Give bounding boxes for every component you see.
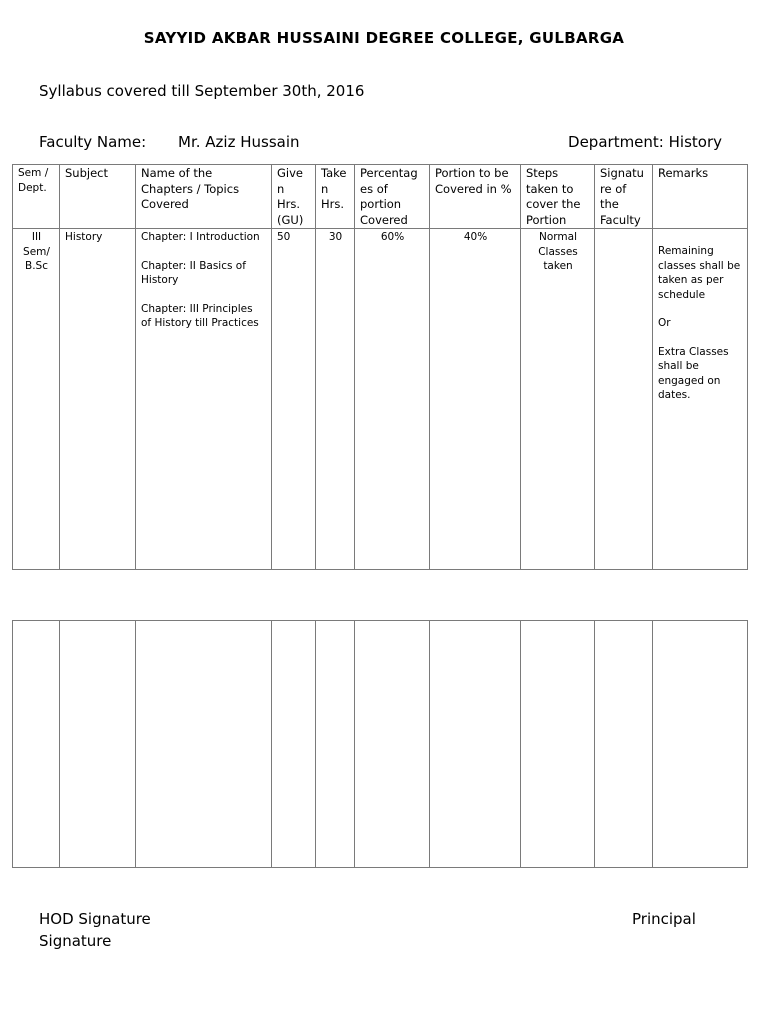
syllabus-table xyxy=(12,164,748,570)
blank-cell xyxy=(60,621,136,868)
cell-subject: History xyxy=(60,229,136,570)
blank-cell xyxy=(355,621,430,868)
header-subject: Subject xyxy=(60,165,136,229)
header-given-hrs: Give n Hrs. (GU) xyxy=(272,165,316,229)
header-percentage: Percentag es of portion Covered xyxy=(355,165,430,229)
cell-steps: Normal Classes taken xyxy=(521,229,595,570)
header-chapters: Name of the Chapters / Topics Covered xyxy=(136,165,272,229)
hod-signature-label: HOD Signature xyxy=(39,910,151,928)
cell-portion: 40% xyxy=(430,229,521,570)
blank-cell xyxy=(521,621,595,868)
header-remarks: Remarks xyxy=(653,165,748,229)
header-row xyxy=(13,165,748,229)
table-row xyxy=(13,229,748,570)
department-label: Department: History xyxy=(568,133,722,151)
header-taken-hrs: Take n Hrs. xyxy=(316,165,355,229)
header-signature: Signatu re of the Faculty xyxy=(595,165,653,229)
cell-given-hrs: 50 xyxy=(272,229,316,570)
cell-sem: III Sem/ B.Sc xyxy=(13,229,60,570)
cell-chapters: Chapter: I Introduction Chapter: II Basics of History Chapter: III Principles of History till Practices xyxy=(136,229,272,570)
cell-remarks: Remaining classes shall be taken as per schedule Or Extra Classes shall be engaged on dates. xyxy=(653,229,748,570)
cell-percentage: 60% xyxy=(355,229,430,570)
blank-cell xyxy=(136,621,272,868)
blank-cell xyxy=(595,621,653,868)
blank-row xyxy=(13,621,748,868)
cell-taken-hrs: 30 xyxy=(316,229,355,570)
cell-signature xyxy=(595,229,653,570)
header-steps: Steps taken to cover the Portion xyxy=(521,165,595,229)
syllabus-line: Syllabus covered till September 30th, 2016 xyxy=(39,82,365,100)
header-sem: Sem / Dept. xyxy=(13,165,60,229)
faculty-name: Mr. Aziz Hussain xyxy=(178,133,300,151)
faculty-label: Faculty Name: xyxy=(39,133,147,151)
blank-cell xyxy=(430,621,521,868)
blank-table xyxy=(12,620,748,868)
principal-label: Principal xyxy=(632,910,696,928)
signature-label: Signature xyxy=(39,932,112,950)
blank-cell xyxy=(13,621,60,868)
blank-cell xyxy=(316,621,355,868)
college-title: SAYYID AKBAR HUSSAINI DEGREE COLLEGE, GULBARGA xyxy=(143,29,625,47)
header-portion: Portion to be Covered in % xyxy=(430,165,521,229)
blank-cell xyxy=(653,621,748,868)
blank-cell xyxy=(272,621,316,868)
